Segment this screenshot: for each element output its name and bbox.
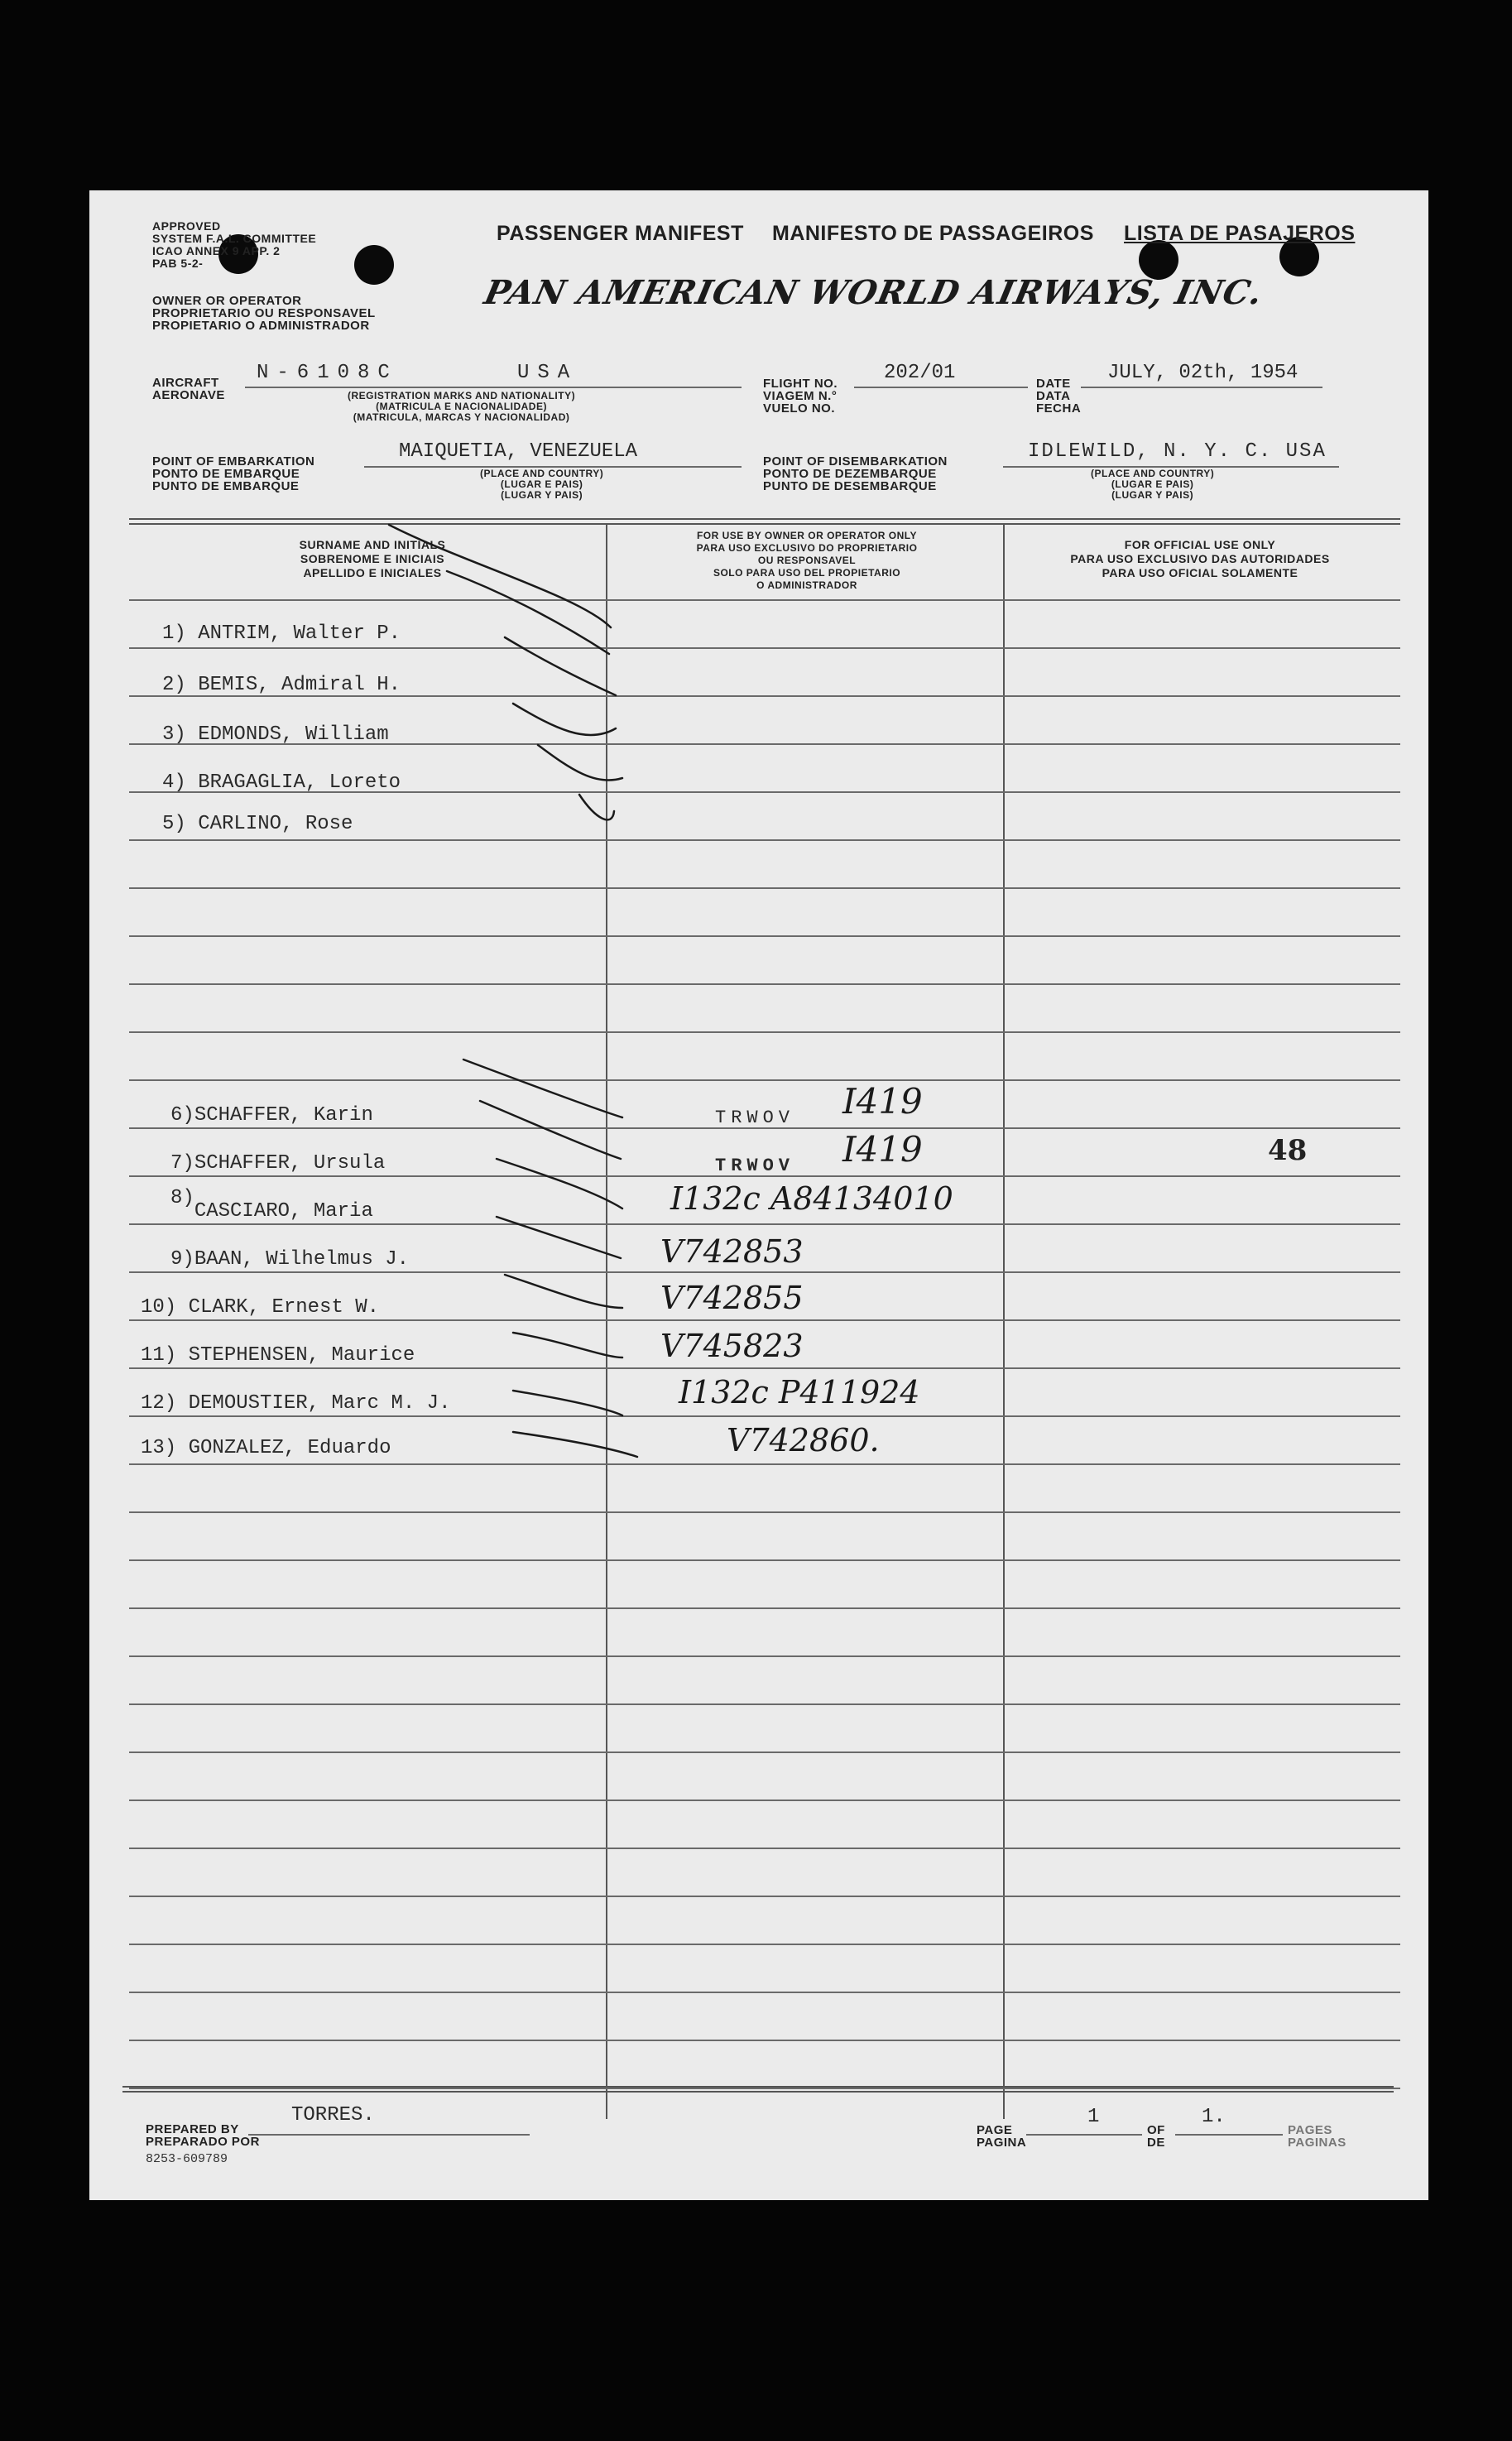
aircraft-sub-label-es: (MATRICULA, MARCAS Y NACIONALIDAD) [353,411,570,423]
row-number: 10) [141,1296,177,1319]
row-number: 6) [170,1104,194,1127]
pages-label [1288,2124,1346,2149]
row-number: 2) [162,674,186,696]
col-official-en: FOR OFFICIAL USE ONLY [1124,538,1276,551]
check-mark [579,795,614,819]
row-number: 1) [162,622,186,645]
handwritten-entry: I132c P411924 [679,1374,920,1410]
passenger-name: SCHAFFER, Karin [194,1104,373,1127]
col-names-en: SURNAME AND INITIALS [299,538,446,551]
embarkation-label-es: PUNTO DE EMBARQUE [152,479,300,493]
check-mark [505,637,616,695]
disembarkation-label-en: POINT OF DISEMBARKATION [763,454,948,468]
embarkation-label-pt: PONTO DE EMBARQUE [152,467,300,481]
owner-label-en: OWNER OR OPERATOR [152,294,302,308]
typed-code: TRWOV [715,1108,795,1128]
title-spanish: LISTA DE PASAJEROS [1124,222,1356,245]
embarkation-sub-es: (LUGAR Y PAIS) [501,489,583,501]
page-label-en: PAGE [977,2123,1013,2137]
handwritten-entry: V745823 [660,1328,804,1364]
handwritten-entry: I419 [842,1129,923,1170]
passenger-name: SCHAFFER, Ursula [194,1152,386,1175]
check-mark [497,1217,621,1258]
approval-line: SYSTEM F.A.L. COMMITTEE [152,232,317,245]
col-names-es: APELLIDO E INICIALES [303,566,442,579]
embarkation-value: MAIQUETIA, VENEZUELA [399,440,638,463]
approval-line: PAB 5-2- [152,257,204,270]
prepared-label [146,2123,260,2148]
check-mark [497,1159,622,1208]
operator-name: PAN AMERICAN WORLD AIRWAYS, INC. [481,273,1267,312]
flight-label-es: VUELO NO. [763,401,836,416]
aircraft-label-pt: AERONAVE [152,388,225,402]
check-mark [463,1060,622,1117]
aircraft-sub-label-pt: (MATRICULA E NACIONALIDADE) [376,401,547,412]
row-number: 11) [141,1344,177,1367]
page-value: 1 [1087,2106,1100,2128]
page-label-pt: PAGINA [977,2136,1027,2150]
embarkation-label-en: POINT OF EMBARKATION [152,454,315,468]
prepared-label-pt: PREPARADO POR [146,2135,260,2149]
of-value: 1. [1202,2106,1226,2128]
flight-label-en: FLIGHT NO. [763,377,838,391]
embarkation-sub-pt: (LUGAR E PAIS) [500,478,583,490]
row-number: 7) [170,1152,194,1175]
col-official-es: PARA USO OFICIAL SOLAMENTE [1102,566,1298,579]
col-owner-2: PARA USO EXCLUSIVO DO PROPRIETARIO [696,542,918,554]
passenger-name: CASCIARO, Maria [194,1200,373,1223]
approval-line: APPROVED [152,219,221,233]
disembarkation-value: IDLEWILD, N. Y. C. USA [1028,440,1327,463]
typed-code: TRWOV [715,1156,795,1176]
date-label-es: FECHA [1036,401,1082,416]
passenger-name: BRAGAGLIA, Loreto [198,771,401,794]
flight-label-pt: VIAGEM N.° [763,389,838,403]
handwritten-entry: V742860. [727,1422,880,1458]
passenger-name: ANTRIM, Walter P. [198,622,401,645]
flight-number: 202/01 [884,362,956,384]
owner-label-pt: PROPRIETARIO OU RESPONSAVEL [152,306,376,320]
of-label [1147,2124,1165,2149]
check-mark [389,525,611,627]
prepared-label-en: PREPARED BY [146,2122,239,2136]
owner-label-es: PROPIETARIO O ADMINISTRADOR [152,319,370,333]
row-number: 3) [162,723,186,746]
disembarkation-label-pt: PONTO DE DEZEMBARQUE [763,467,937,481]
col-owner-4: SOLO PARA USO DEL PROPIETARIO [713,567,901,579]
check-mark [513,1333,622,1357]
official-use-note: 48 [1268,1134,1308,1167]
col-official-pt: PARA USO EXCLUSIVO DAS AUTORIDADES [1070,552,1330,565]
title-english: PASSENGER MANIFEST [497,222,744,245]
aircraft-registration: N-6108C [257,362,398,384]
embarkation-sub-en: (PLACE AND COUNTRY) [480,468,604,479]
check-mark [513,1391,622,1415]
title-portuguese: MANIFESTO DE PASSAGEIROS [772,222,1094,245]
row-number: 12) [141,1392,177,1415]
col-names-pt: SOBRENOME E INICIAIS [300,552,445,565]
disembarkation-sub-en: (PLACE AND COUNTRY) [1091,468,1215,479]
check-mark [513,1432,637,1457]
of-label-pt: DE [1147,2136,1165,2150]
row-number: 4) [162,771,186,794]
row-number: 9) [170,1248,194,1271]
handwritten-entry: I132c A84134010 [670,1180,953,1217]
disembarkation-sub-es: (LUGAR Y PAIS) [1111,489,1194,501]
handwritten-entry: V742855 [660,1280,804,1316]
passenger-name: BAAN, Wilhelmus J. [194,1248,410,1271]
col-owner-1: FOR USE BY OWNER OR OPERATOR ONLY [696,530,918,541]
passenger-name: GONZALEZ, Eduardo [188,1437,391,1459]
pages-label-en: PAGES [1288,2123,1332,2137]
handwritten-entry: V742853 [660,1233,804,1270]
aircraft-label-en: AIRCRAFT [152,376,219,390]
disembarkation-label-es: PUNTO DE DESEMBARQUE [763,479,937,493]
row-number: 5) [162,813,186,835]
date-label-en: DATE [1036,377,1071,391]
passenger-name: EDMONDS, William [198,723,389,746]
form-code: 8253-609789 [146,2152,228,2166]
prepared-by-value: TORRES. [291,2104,375,2126]
aircraft-nationality: USA [517,362,578,384]
handwritten-entry: I419 [842,1081,923,1122]
passenger-name: BEMIS, Admiral H. [198,674,401,696]
pages-label-pt: PAGINAS [1288,2136,1346,2150]
col-owner-5: O ADMINISTRADOR [756,579,857,591]
date-label-pt: DATA [1036,389,1071,403]
check-mark [538,745,622,781]
row-number: 8) [170,1187,194,1209]
approval-line: ICAO ANNEX 9 APP. 2 [152,244,281,257]
passenger-name: STEPHENSEN, Maurice [188,1344,415,1367]
disembarkation-sub-pt: (LUGAR E PAIS) [1111,478,1194,490]
passenger-name: CARLINO, Rose [198,813,353,835]
col-owner-3: OU RESPONSAVEL [757,555,857,566]
check-mark [513,704,616,735]
flight-date: JULY, 02th, 1954 [1107,362,1298,384]
aircraft-sub-label-en: (REGISTRATION MARKS AND NATIONALITY) [348,390,576,401]
row-number: 13) [141,1437,177,1459]
page-label [977,2124,1026,2149]
check-mark [505,1275,622,1308]
of-label-en: OF [1147,2123,1165,2137]
passenger-name: DEMOUSTIER, Marc M. J. [188,1392,451,1415]
passenger-name: CLARK, Ernest W. [188,1296,380,1319]
